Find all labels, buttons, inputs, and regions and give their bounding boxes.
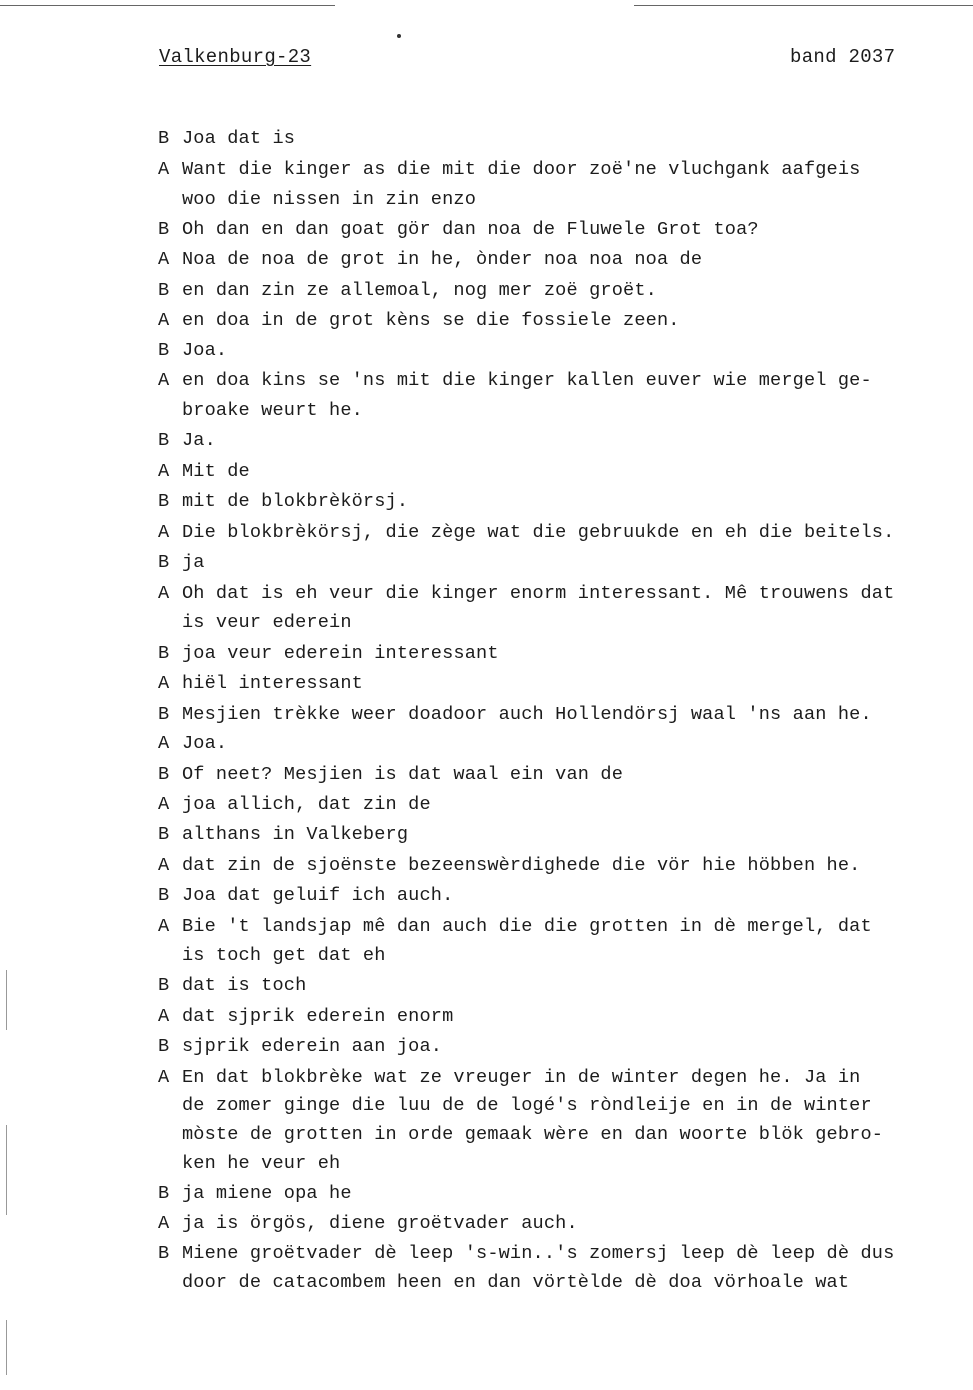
- speaker-label: A: [158, 673, 170, 694]
- line-text: sjprik ederein aan joa.: [182, 1036, 443, 1057]
- transcript-line: [158, 280, 657, 302]
- line-text: is toch get dat eh: [182, 945, 386, 966]
- line-text: Joa dat is: [182, 128, 296, 149]
- line-text: Of neet? Mesjien is dat waal ein van de: [182, 764, 624, 785]
- speaker-label: A: [158, 249, 170, 270]
- speaker-label: A: [158, 1213, 170, 1234]
- speaker-label: A: [158, 370, 170, 391]
- transcript-line: [158, 128, 295, 150]
- transcript-line: [158, 249, 702, 271]
- transcript-line: [158, 583, 894, 605]
- line-text: Mesjien trèkke weer doadoor auch Hollendörsj waal 'ns aan he.: [182, 704, 872, 725]
- speaker-label: A: [158, 733, 170, 754]
- transcript-line: [158, 733, 227, 755]
- transcript-line: [158, 1213, 578, 1235]
- speaker-label: B: [158, 552, 170, 573]
- speaker-label: B: [158, 704, 170, 725]
- line-text: Joa dat geluif ich auch.: [182, 885, 454, 906]
- line-text: Joa.: [182, 733, 228, 754]
- transcript-line: [158, 522, 894, 544]
- transcript-line: [158, 219, 759, 241]
- transcript-line: [158, 370, 872, 392]
- line-text: ken he veur eh: [182, 1153, 341, 1174]
- line-text: althans in Valkeberg: [182, 824, 409, 845]
- line-text: dat is toch: [182, 975, 307, 996]
- line-text: en doa in de grot kèns se die fossiele zeen.: [182, 310, 680, 331]
- speaker-label: A: [158, 461, 170, 482]
- transcript-line: [158, 1272, 849, 1294]
- margin-mark: [6, 1125, 7, 1215]
- transcript-line: [158, 1006, 453, 1028]
- line-text: ja miene opa he: [182, 1183, 352, 1204]
- speaker-label: A: [158, 583, 170, 604]
- line-text: Bie 't landsjap mê dan auch die die grotten in dè mergel, dat: [182, 916, 872, 937]
- margin-mark: [6, 970, 7, 1030]
- line-text: Oh dat is eh veur die kinger enorm interessant. Mê trouwens dat: [182, 583, 895, 604]
- speaker-label: A: [158, 522, 170, 543]
- speaker-label: B: [158, 975, 170, 996]
- speaker-label: A: [158, 855, 170, 876]
- speaker-label: B: [158, 1243, 170, 1264]
- line-text: door de catacombem heen en dan vörtèlde dè doa vörhoale wat: [182, 1272, 850, 1293]
- line-text: Miene groëtvader dè leep 's-win..'s zomersj leep dè leep dè dus: [182, 1243, 895, 1264]
- transcript-line: [158, 704, 872, 726]
- top-rule-right: [634, 5, 973, 6]
- line-text: mit de blokbrèkörsj.: [182, 491, 409, 512]
- transcript-line: [158, 430, 216, 452]
- speaker-label: B: [158, 764, 170, 785]
- line-text: dat zin de sjoënste bezeenswèrdighede die vör hie höbben he.: [182, 855, 861, 876]
- tape-number: band 2037: [790, 46, 896, 68]
- margin-mark: [6, 1320, 7, 1375]
- speaker-label: A: [158, 1006, 170, 1027]
- line-text: hiël interessant: [182, 673, 363, 694]
- speaker-label: B: [158, 280, 170, 301]
- line-text: en doa kins se 'ns mit die kinger kallen euver wie mergel ge-: [182, 370, 872, 391]
- line-text: dat sjprik ederein enorm: [182, 1006, 454, 1027]
- speaker-label: B: [158, 219, 170, 240]
- line-text: en dan zin ze allemoal, nog mer zoë groët.: [182, 280, 657, 301]
- line-text: En dat blokbrèke wat ze vreuger in de winter degen he. Ja in: [182, 1067, 861, 1088]
- transcript-line: [158, 400, 363, 422]
- line-text: Joa.: [182, 340, 228, 361]
- transcript-line: [158, 1183, 352, 1205]
- line-text: ja: [182, 552, 205, 573]
- line-text: woo die nissen in zin enzo: [182, 189, 477, 210]
- speaker-label: A: [158, 916, 170, 937]
- line-text: Mit de: [182, 461, 250, 482]
- transcript-line: [158, 491, 408, 513]
- transcript-line: [158, 1095, 872, 1117]
- document-title: Valkenburg-23: [159, 46, 312, 68]
- transcript-line: [158, 1124, 883, 1146]
- transcript-line: [158, 1067, 860, 1089]
- line-text: Die blokbrèkörsj, die zège wat die gebruukde en eh die beitels.: [182, 522, 895, 543]
- transcript-line: [158, 885, 453, 907]
- line-text: Noa de noa de grot in he, ònder noa noa noa de: [182, 249, 703, 270]
- transcript-line: [158, 189, 476, 211]
- transcript-line: [158, 824, 408, 846]
- speaker-label: B: [158, 491, 170, 512]
- line-text: is veur ederein: [182, 612, 352, 633]
- speaker-label: B: [158, 885, 170, 906]
- speaker-label: A: [158, 794, 170, 815]
- speaker-label: B: [158, 430, 170, 451]
- transcript-line: [158, 310, 680, 332]
- speaker-label: B: [158, 340, 170, 361]
- transcript-line: [158, 1153, 340, 1175]
- transcript-line: [158, 794, 431, 816]
- line-text: Want die kinger as die mit die door zoë'ne vluchgank aafgeis: [182, 159, 861, 180]
- line-text: mòste de grotten in orde gemaak wère en dan woorte blök gebro-: [182, 1124, 884, 1145]
- transcript-line: [158, 552, 205, 574]
- speaker-label: B: [158, 643, 170, 664]
- speaker-label: A: [158, 159, 170, 180]
- transcript-line: [158, 945, 386, 967]
- line-text: de zomer ginge die luu de de logé's ròndleije en in de winter: [182, 1095, 872, 1116]
- transcript-line: [158, 643, 499, 665]
- transcript-line: [158, 340, 227, 362]
- transcript-line: [158, 673, 363, 695]
- speaker-label: B: [158, 824, 170, 845]
- speaker-label: B: [158, 1183, 170, 1204]
- speaker-label: B: [158, 128, 170, 149]
- transcript-line: [158, 1036, 442, 1058]
- transcript-line: [158, 1243, 894, 1265]
- line-text: ja is örgös, diene groëtvader auch.: [182, 1213, 578, 1234]
- transcript-line: [158, 855, 860, 877]
- transcript-line: [158, 764, 623, 786]
- stray-dot: [397, 34, 401, 38]
- line-text: Ja.: [182, 430, 216, 451]
- transcript-line: [158, 461, 250, 483]
- line-text: broake weurt he.: [182, 400, 363, 421]
- speaker-label: A: [158, 310, 170, 331]
- speaker-label: A: [158, 1067, 170, 1088]
- transcript-line: [158, 975, 306, 997]
- top-rule-left: [0, 5, 335, 6]
- speaker-label: B: [158, 1036, 170, 1057]
- line-text: joa allich, dat zin de: [182, 794, 431, 815]
- line-text: joa veur ederein interessant: [182, 643, 499, 664]
- line-text: Oh dan en dan goat gör dan noa de Fluwele Grot toa?: [182, 219, 759, 240]
- transcript-line: [158, 159, 860, 181]
- transcript-line: [158, 916, 872, 938]
- transcript-line: [158, 612, 352, 634]
